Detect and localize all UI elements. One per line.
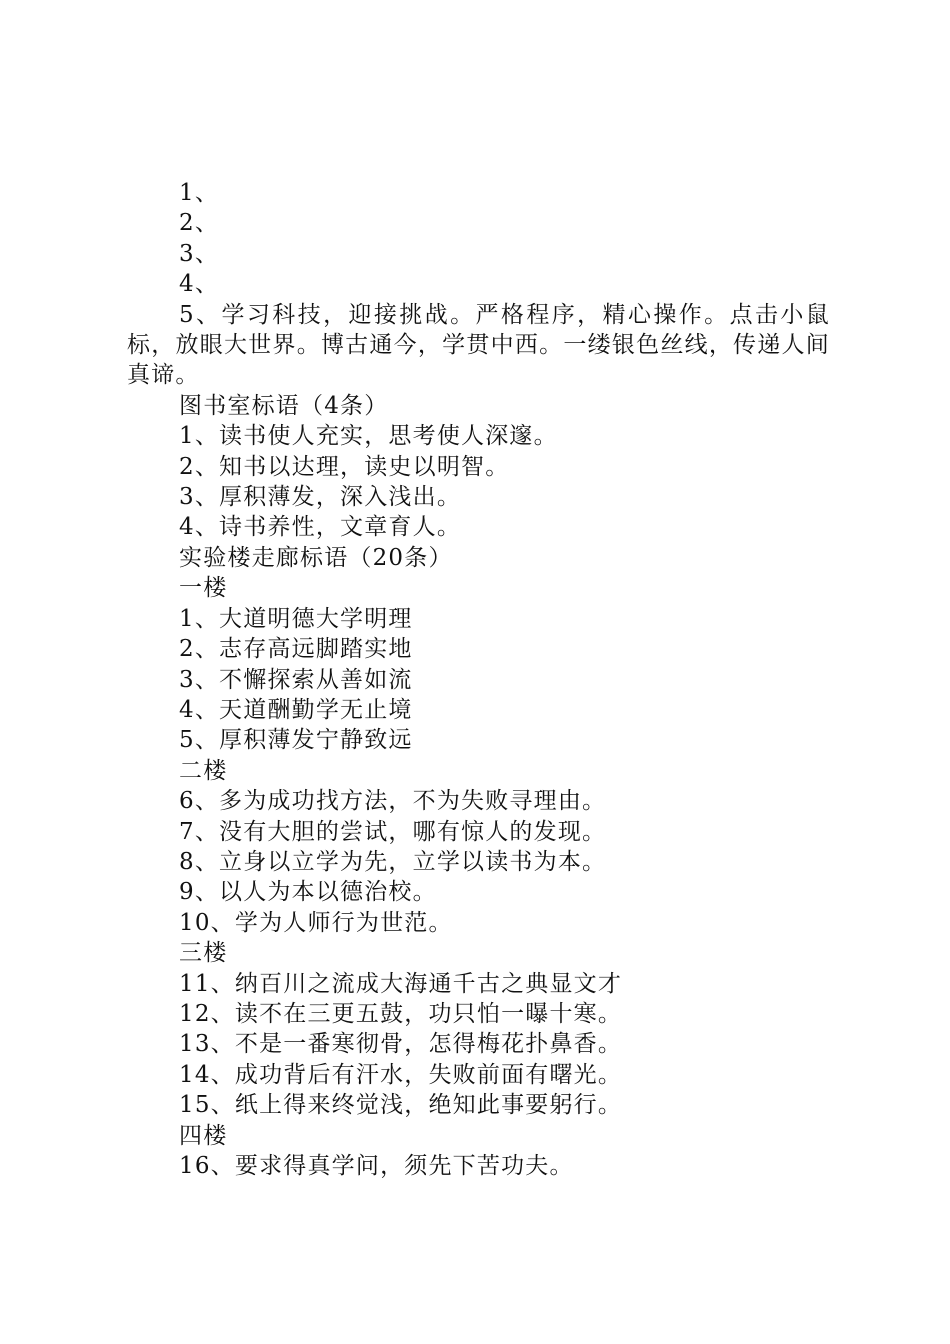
- document-body: [127, 178, 830, 1181]
- list-item: 4、诗书养性，文章育人。: [179, 514, 462, 541]
- list-item: 3、: [179, 240, 220, 267]
- list-item: 5、厚积薄发宁静致远: [179, 727, 413, 754]
- list-item: 13、不是一番寒彻骨，怎得梅花扑鼻香。: [179, 1031, 623, 1058]
- lab-heading: 实验楼走廊标语（20条）: [179, 544, 453, 571]
- library-heading: 图书室标语（4条）: [179, 392, 389, 419]
- list-item: 8、立身以立学为先，立学以读书为本。: [179, 848, 607, 875]
- list-item: 6、多为成功找方法，不为失败寻理由。: [179, 788, 607, 815]
- list-item: 4、天道酬勤学无止境: [179, 696, 413, 723]
- paragraph-item-5: 5、学习科技，迎接挑战。严格程序，精心操作。点击小鼠标，放眼大世界。博古通今，学贯中西。一缕银色丝线，传递人间真谛。: [127, 301, 830, 389]
- list-item: 2、知书以达理，读史以明智。: [179, 453, 510, 480]
- list-item: 2、志存高远脚踏实地: [179, 636, 413, 663]
- list-item: 3、厚积薄发，深入浅出。: [179, 484, 462, 511]
- list-item: 10、学为人师行为世范。: [179, 909, 453, 936]
- list-item: 4、: [179, 271, 220, 298]
- list-item: 12、读不在三更五鼓，功只怕一曝十寒。: [179, 1000, 623, 1027]
- list-item: 1、大道明德大学明理: [179, 605, 413, 632]
- floor-label-2: 二楼: [179, 757, 228, 784]
- floor-label-1: 一楼: [179, 575, 228, 602]
- list-item: 7、没有大胆的尝试，哪有惊人的发现。: [179, 818, 607, 845]
- list-item: 1、读书使人充实，思考使人深邃。: [179, 423, 558, 450]
- list-item: 3、不懈探索从善如流: [179, 666, 413, 693]
- list-item: 15、纸上得来终觉浅，绝知此事要躬行。: [179, 1092, 623, 1119]
- list-item: 16、要求得真学问，须先下苦功夫。: [179, 1153, 574, 1179]
- floor-label-3: 三楼: [179, 940, 228, 967]
- list-item: 1、: [179, 180, 220, 206]
- list-item: 2、: [179, 210, 220, 237]
- list-item: 14、成功背后有汗水，失败前面有曙光。: [179, 1061, 623, 1088]
- list-item: 9、以人为本以德治校。: [179, 879, 437, 906]
- list-item: 11、纳百川之流成大海通千古之典显文才: [179, 970, 623, 997]
- floor-label-4: 四楼: [179, 1122, 228, 1149]
